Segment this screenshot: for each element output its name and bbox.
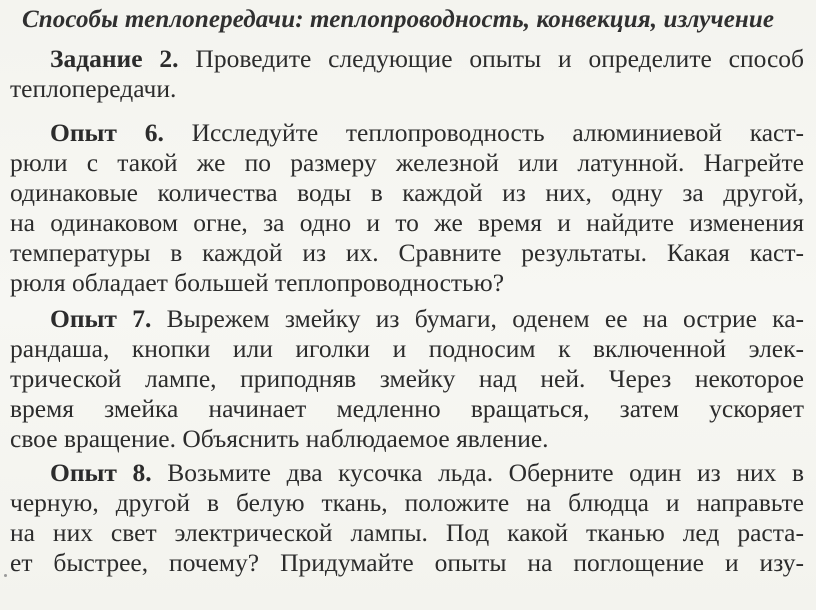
task-line-1: [50, 44, 804, 74]
task-paragraph: [10, 44, 805, 104]
exp7-text-1: Вырежем змейку из бумаги, оденем ее на острие ка-: [166, 304, 804, 333]
exp7-line-3: трической лампе, приподняв змейку над ней. Через некоторое: [10, 364, 804, 393]
task-text-1: Проведите следующие опыты и определите способ: [195, 44, 805, 73]
exp6-line-1: [50, 118, 804, 148]
exp8-text-1: Возьмите два кусочка льда. Оберните один из них в: [167, 458, 804, 487]
section-heading: Способы теплопередачи: теплопроводность, конвекция, излучение: [22, 6, 775, 33]
experiment-7-paragraph: [10, 304, 804, 454]
exp6-text-1: Исследуйте теплопроводность алюминиевой каст-: [191, 118, 805, 147]
task-line-2: теплопередачи.: [10, 74, 177, 103]
exp8-line-2: черную, другой в белую ткань, положите на блюдца и направьте: [10, 488, 804, 517]
experiment-6-paragraph: [10, 118, 805, 298]
exp7-line-2: рандаша, кнопки или иголки и подносим к включенной элек-: [10, 334, 804, 363]
task-label: Задание 2.: [50, 44, 179, 73]
exp7-label: Опыт 7.: [50, 304, 152, 333]
exp7-line-5: свое вращение. Объяснить наблюдаемое явление.: [10, 424, 549, 453]
exp7-line-4: время змейка начинает медленно вращаться, затем ускоряет: [10, 394, 804, 423]
exp8-label: Опыт 8.: [50, 458, 152, 487]
exp7-line-1: [50, 304, 804, 334]
experiment-8-paragraph: [10, 458, 804, 578]
exp8-line-3: на них свет электрической лампы. Под какой тканью лед раста-: [10, 518, 804, 547]
exp6-line-2: рюли с такой же по размеру железной или латунной. Нагрейте: [10, 148, 804, 177]
exp6-line-6: рюля обладает большей теплопроводностью?: [10, 268, 505, 297]
exp6-line-3: одинаковые количества воды в каждой из них, одну за другой,: [10, 178, 804, 207]
exp8-line-4: ет быстрее, почему? Придумайте опыты на поглощение и изу-: [10, 548, 804, 577]
exp6-label: Опыт 6.: [50, 118, 164, 147]
scan-speck: [4, 574, 7, 577]
exp6-line-5: температуры в каждой из их. Сравните результаты. Какая каст-: [10, 238, 804, 267]
exp8-line-1: [50, 458, 804, 488]
exp6-line-4: на одинаковом огне, за одно и то же время и найдите изменения: [10, 208, 804, 237]
